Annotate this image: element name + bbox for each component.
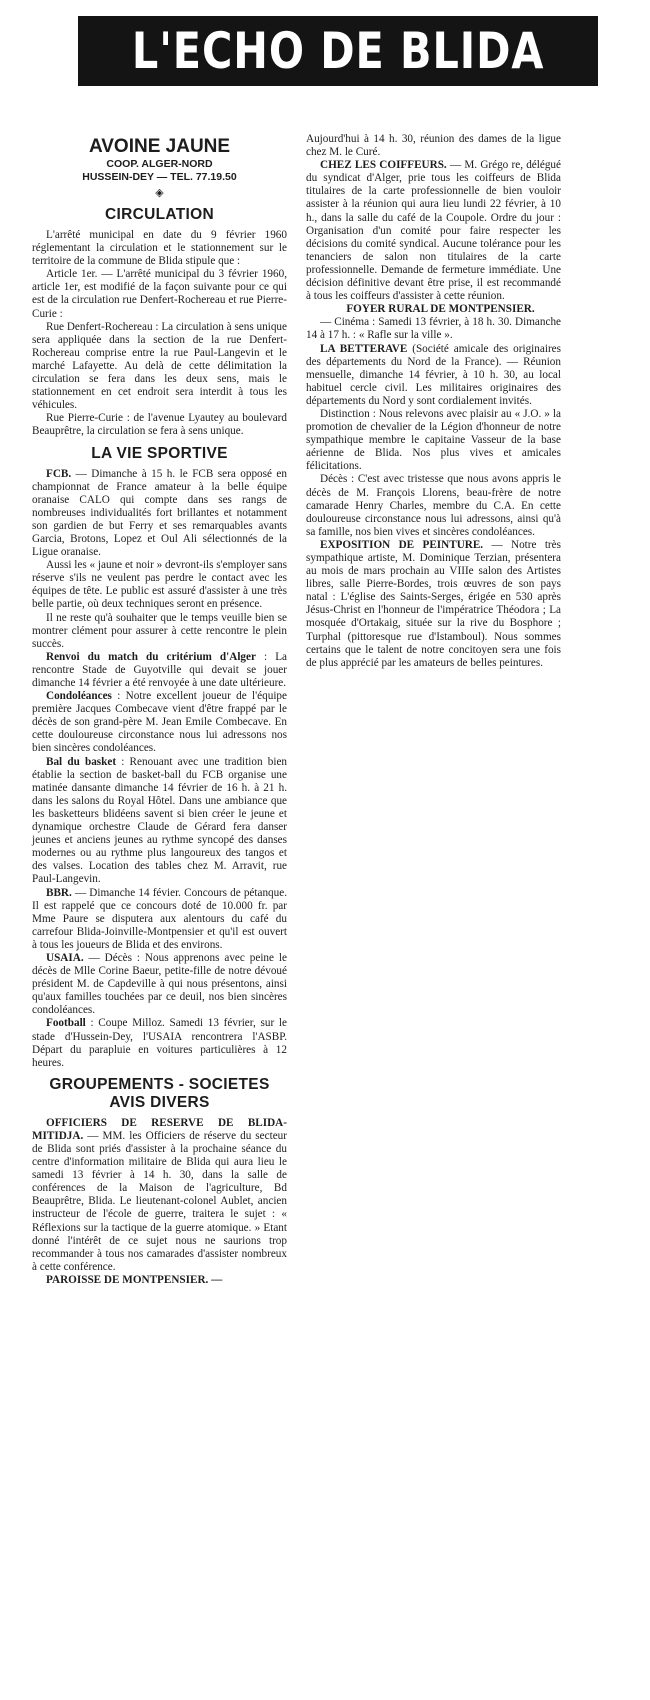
paroisse-lead: PAROISSE DE MONTPENSIER. — <box>46 1273 223 1286</box>
item-lead: Football <box>46 1017 86 1030</box>
sport-paragraph <box>32 1017 287 1069</box>
circulation-paragraph: L'arrêté municipal en date du 9 février 1960 réglementant la circulation et le stationnement sur le territoire de la commune de Blida stipule que : <box>32 229 287 268</box>
right-paragraph <box>306 343 561 408</box>
item-text: — MM. les Officiers de réserve du secteur de Blida sont priés d'assister à la prochaine séance du centre d'information militaire de Blida qui aura lieu le samedi 13 février à 14 h. 30, dans la salle de conférences de la Maison de l'agriculture, Bd Beauprêtre, Blida. Le lieutenant-colonel Aublet, ancien instructeur de l'école de guerre, traitera le sujet : « Réflexions sur la tactique de la guerre atomique. » Etant donné l'intérêt de ce sujet nous ne saurions trop recommander à tous nos camarades d'assister nombreux à cette conférence. <box>32 1129 287 1273</box>
circulation-paragraph: Rue Denfert-Rochereau : La circulation à sens unique sera appliquée dans la section de la rue Denfert-Rochereau comprise entre la rue Paul-Langevin et le marché Lafayette. Au delà de cette délimitation la circulation se fera dans les deux sens, mais le stationnement en cet endroit sera interdit à tous les véhicules. <box>32 320 287 412</box>
item-text: : Notre excellent joueur de l'équipe première Jacques Combecave vient d'être frappé par le décès de son grand-père M. Jean Emile Combecave. En cette douloureuse circonstance nous lui adressons nos bien sincères condoléances. <box>32 690 287 755</box>
right-paragraph <box>306 159 561 303</box>
diamond-ornament-icon: ◈ <box>155 187 164 199</box>
sport-paragraph: Il ne reste qu'à souhaiter que le temps veuille bien se montrer clément pour assurer à cette rencontre le plein succès. <box>32 611 287 650</box>
right-paragraph: — Cinéma : Samedi 13 février, à 18 h. 30. Dimanche 14 à 17 h. : « Rafle sur la ville ». <box>306 316 561 342</box>
item-lead: Condoléances <box>46 690 112 703</box>
item-text: : Coupe Milloz. Samedi 13 février, sur le stade d'Hussein-Dey, l'USAIA rencontrera l'ASBP. Départ du parapluie en voitures particulières à 12 heures. <box>32 1017 287 1069</box>
sport-paragraph <box>32 756 287 887</box>
sport-heading: LA VIE SPORTIVE <box>91 444 228 462</box>
right-paragraph: Distinction : Nous relevons avec plaisir au « J.O. » la promotion de chevalier de la Légion d'honneur de notre sympathique membre le capitaine Vasseur de la base aérienne de Blida. Nos plus vives et amicales félicitations. <box>306 407 561 473</box>
item-lead: LA BETTERAVE <box>320 342 408 355</box>
sport-paragraph <box>32 651 287 690</box>
item-text: (Société amicale des originaires des départements du Nord de la France). — Réunion mensuelle, dimanche 14 février, à 10 h. 30, au local habituel cercle civil. Les militaires originaires des départements du Nord y sont cordialement invités. <box>306 342 561 407</box>
sport-paragraph <box>32 468 287 560</box>
item-lead: OFFICIERS DE RESERVE DE BLIDA-MITIDJA. <box>32 1116 287 1142</box>
circulation-paragraph: Article 1er. — L'arrêté municipal du 3 février 1960, article 1er, est modifié de la façon suivante pour ce qui est de la circulation rue Denfert-Rochereau et rue Pierre-Curie : <box>32 268 287 320</box>
masthead <box>78 16 598 86</box>
right-column <box>306 133 561 670</box>
right-paragraph: Décès : C'est avec tristesse que nous avons appris le décès de M. François Llorens, beau-frère de notre camarade Henry Charles, membre du C.A. En cette douloureuse circonstance nous lui adressons, ainsi qu'à sa famille, nos bien vives et sincères condoléances. <box>306 473 561 538</box>
groupements-heading: GROUPEMENTS - SOCIETES <box>49 1075 270 1093</box>
item-lead: USAIA. <box>46 951 84 964</box>
foyer-heading: FOYER RURAL DE MONTPENSIER. <box>346 303 535 316</box>
newspaper-title: L'ECHO DE BLIDA <box>131 22 545 80</box>
item-text: — Décès : Nous apprenons avec peine le décès de Mlle Corine Baeur, petite-fille de notre dévoué président M. de Capdeville à qui nous présentons, ainsi qu'aux familles touchées par ce deuil, nos bien sincères condoléances. <box>32 951 287 1017</box>
item-lead: Renvoi du match du critérium d'Alger <box>46 650 256 663</box>
item-lead: BBR. <box>46 886 72 899</box>
item-text: : Renouant avec une tradition bien établie la section de basket-ball du FCB organise une matinée dansante dimanche 14 février de 16 h. à 21 h. dans les salons du Royal Hôtel. Dans une ambiance que les basketteurs blidéens savent si bien créer le jeune et dynamique orchestre Claude de Gérard fera danser jeunes et anciens jeunes au rythme syncopé des danses modernes ou au rythme plus langoureux des tangos et des valses. Location des tables chez M. Arravit, rue Paul-Langevin. <box>32 755 287 886</box>
right-paragraph <box>306 539 561 670</box>
circulation-heading: CIRCULATION <box>105 206 214 223</box>
sport-paragraph <box>32 887 287 952</box>
item-lead: CHEZ LES COIFFEURS. <box>320 159 447 172</box>
item-lead: EXPOSITION DE PEINTURE. <box>320 538 484 551</box>
ad-address: HUSSEIN-DEY — TEL. 77.19.50 <box>82 171 237 183</box>
item-text: — Notre très sympathique artiste, M. Dominique Terzian, présentera au mois de mars prochain au VIIIe salon des Artistes libres, salle Pierre-Bordes, trois œuvres de son pays natal : L'église des Saints-Serges, érigée en 530 après Jésus-Christ en l'honneur de l'impératrice Théodora ; La mosquée d'Ortakaig, située sur la rive du Bosphore ; Turphal (pittoresque rue d'Istamboul). Nous sommes certains que le talent de notre concitoyen sera une fois de plus apprécié par les amateurs de belles peintures. <box>306 538 561 669</box>
sport-paragraph <box>32 952 287 1017</box>
sport-paragraph <box>32 690 287 755</box>
ad-title: AVOINE JAUNE <box>88 136 231 157</box>
circulation-paragraph: Rue Pierre-Curie : de l'avenue Lyautey au boulevard Beauprêtre, la circulation se fera à sens unique. <box>32 412 287 438</box>
sport-paragraph: Aussi les « jaune et noir » devront-ils s'employer sans réserve s'ils ne veulent pas perdre le contact avec les équipes de tête. Le public est assuré d'assister à une très belle partie, où deux techniques seront en présence. <box>32 559 287 611</box>
item-text: — Dimanche 14 févier. Concours de pétanque. Il est rappelé que ce concours doté de 10.000 fr. par Mme Paure se disputera aux alentours du café du carrefour Blida-Joinville-Montpensier et qu'il est ouvert à tous les joueurs de Blida et des environs. <box>32 886 287 951</box>
ad-company: COOP. ALGER-NORD <box>106 158 213 170</box>
groupements-paragraph <box>32 1117 287 1274</box>
right-paragraph: Aujourd'hui à 14 h. 30, réunion des dames de la ligue chez M. le Curé. <box>306 133 561 159</box>
avis-heading: AVIS DIVERS <box>109 1093 210 1111</box>
item-text: — Dimanche à 15 h. le FCB sera opposé en championnat de France amateur à la belle équipe oranaise CALO qui compte dans ses rangs de nombreuses individualités fort brillantes et notamment son gardien de but Ferry et ses remarquables avants Garcia, Brotons, Lopez et Oul Ali sélectionnés de la Ligue oranaise. <box>32 467 287 559</box>
item-text: : La rencontre Stade de Guyotville qui devait se jouer dimanche 14 février a été renvoyée à une date ultérieure. <box>32 650 287 689</box>
item-text: — M. Grégo re, délégué du syndicat d'Alger, prie tous les coiffeurs de Blida titulaires de la carte professionnelle de bien vouloir assister à la réunion qui aura lieu lundi 22 février, à 10 h., dans la salle du café de la Coupole. Ordre du jour : Organisation d'un comité pour faire respecter les décisions du comité syndical. Aucune tolérance pour les tenanciers de salon non titulaires de la carte professionnelle. Demande de fermeture immédiate. Une décision définitive devant être prise, il est recommandé à tous les coiffeurs d'assister à cette réunion. <box>306 159 561 303</box>
item-lead: FCB. <box>46 467 72 480</box>
item-lead: Bal du basket <box>46 755 117 768</box>
left-column <box>32 96 287 1287</box>
